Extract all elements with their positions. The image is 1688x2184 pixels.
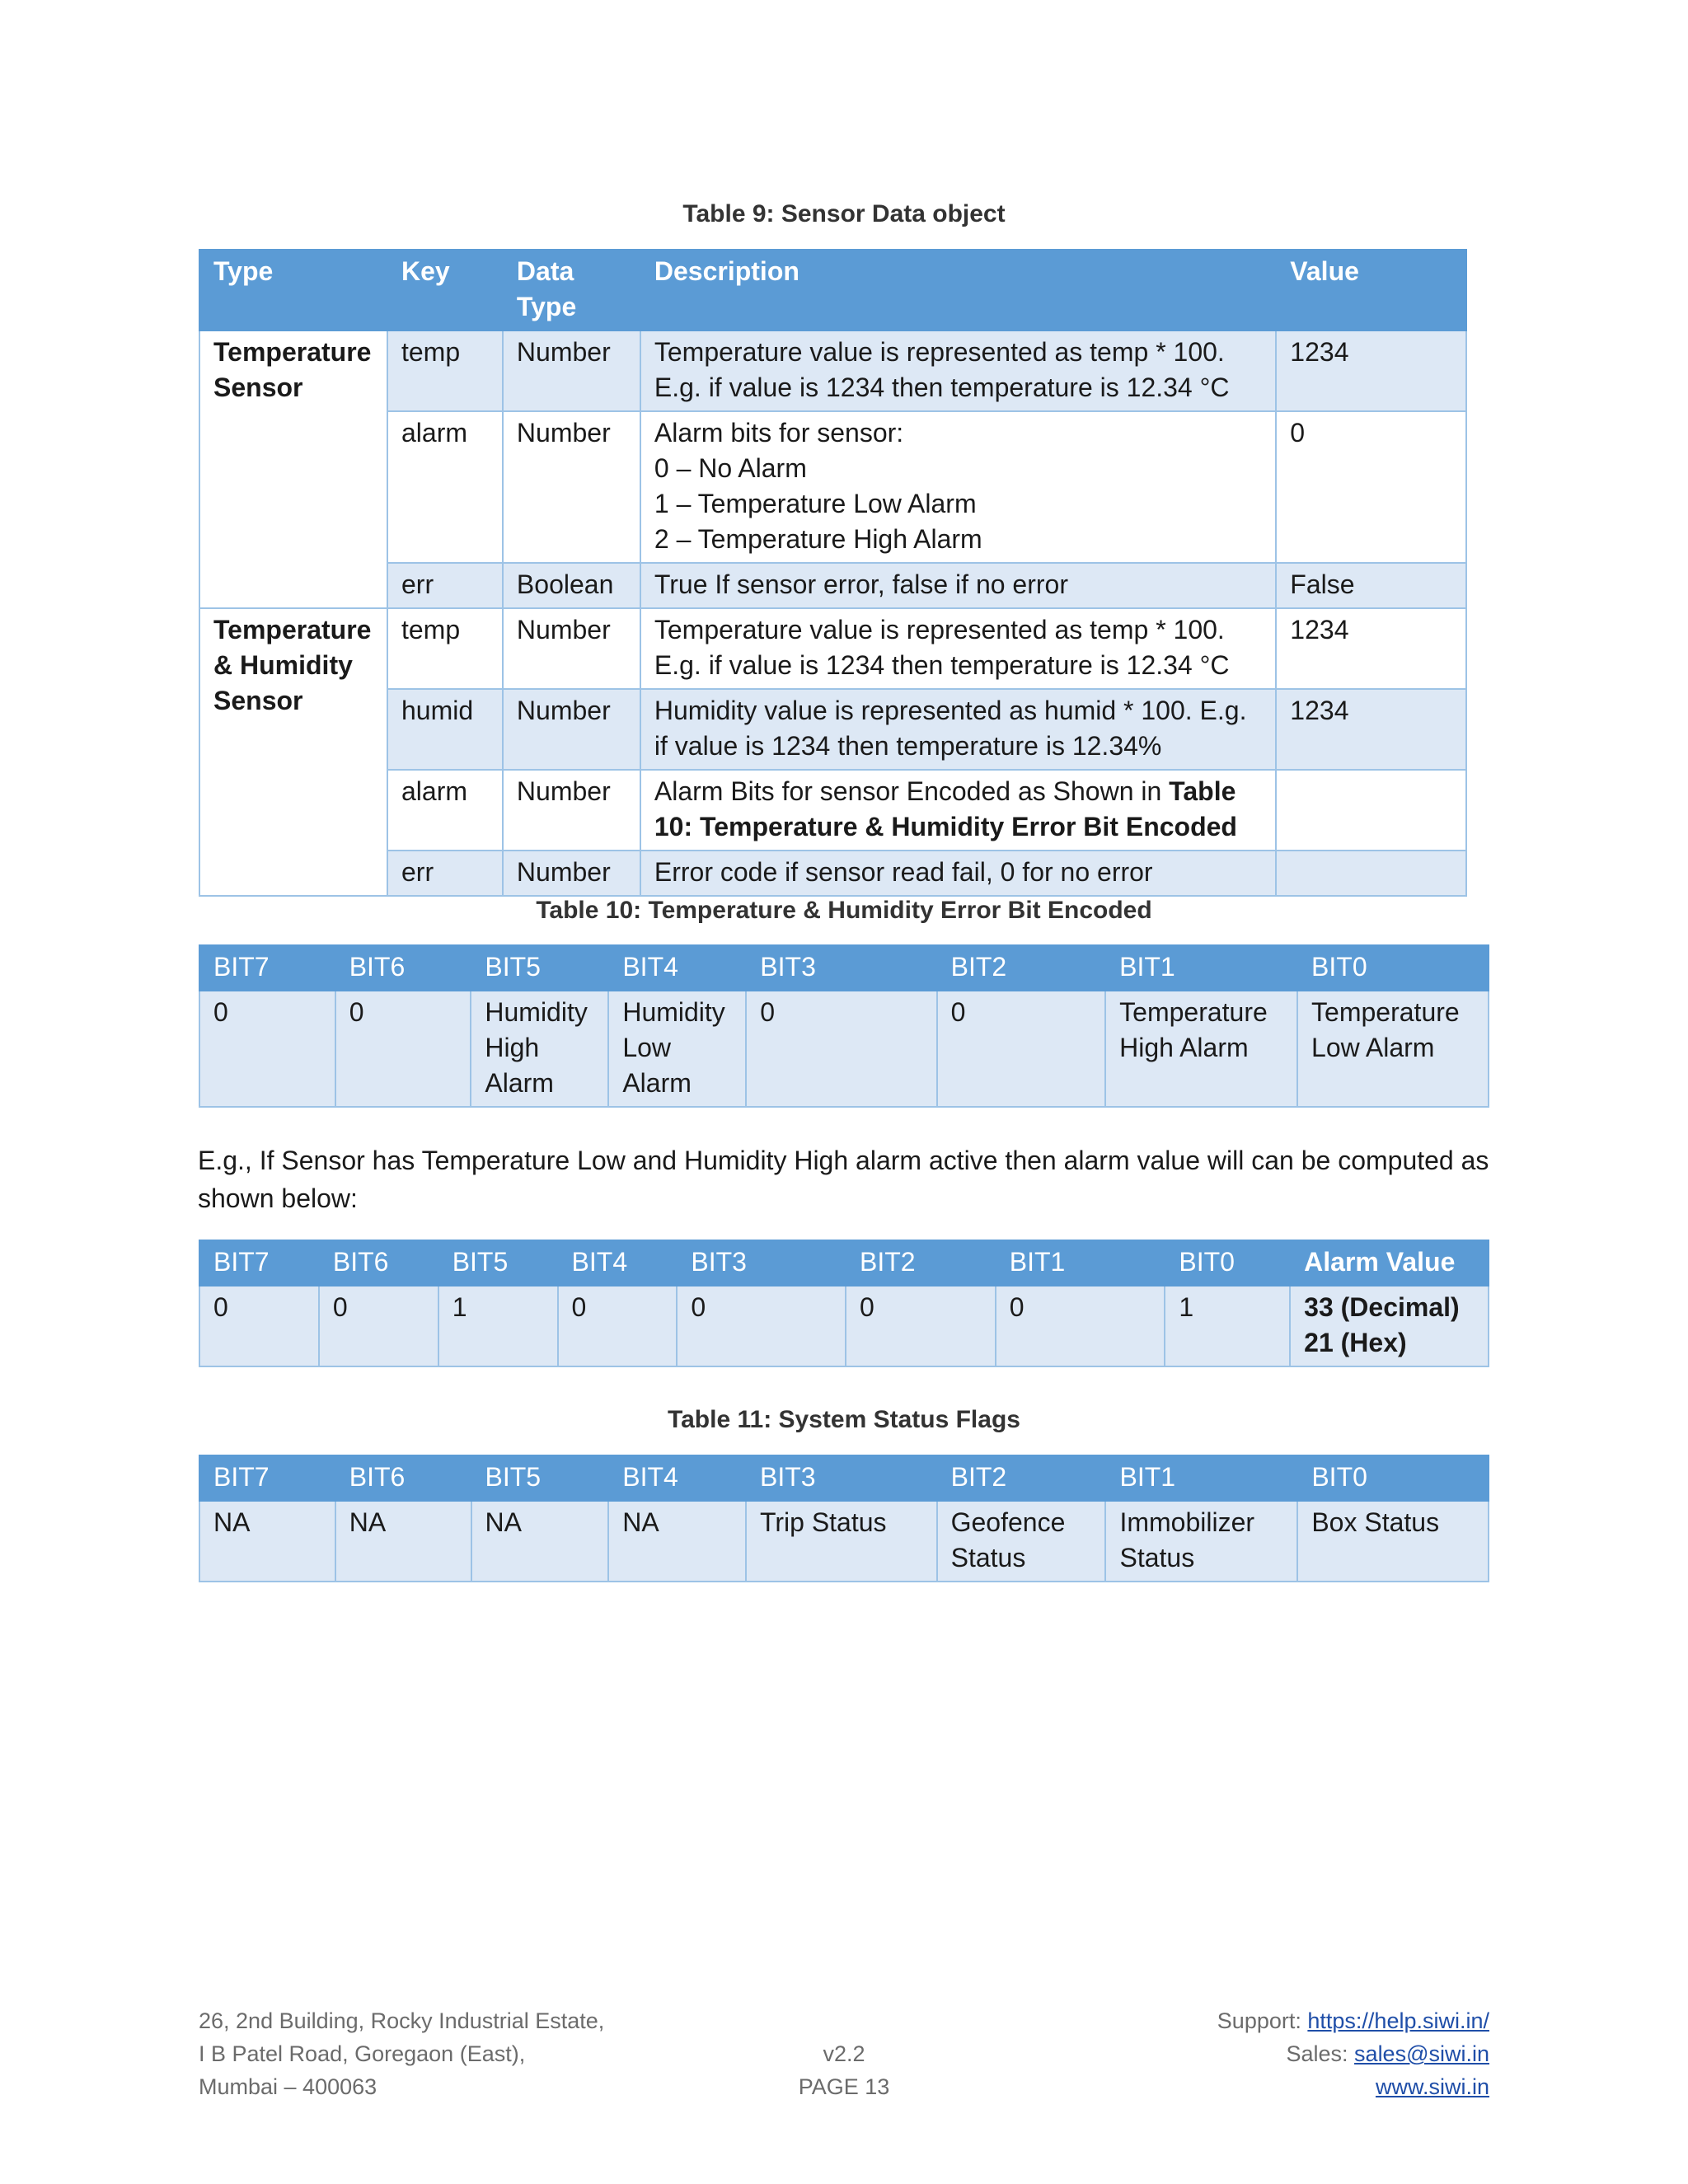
footer-address: 26, 2nd Building, Rocky Industrial Estate, I B Patel Road, Goregaon (East), Mumbai – 400063 [199,2008,605,2099]
bit1-cell: 0 [996,1286,1165,1366]
footer-contact [1217,2004,1489,2103]
bit2-header: BIT2 [846,1240,996,1286]
bit5-header: BIT5 [438,1240,558,1286]
value-cell: 0 [1276,411,1466,563]
table-row [199,608,1466,689]
bit1-header: BIT1 [1105,1455,1297,1501]
bit2-cell: 0 [937,991,1106,1107]
table-row [199,563,1466,608]
bit6-cell: 0 [319,1286,438,1366]
bit7-header: BIT7 [199,945,335,991]
table-row [199,851,1466,896]
error-bit-table [199,944,1489,1108]
bit3-header: BIT3 [746,1455,937,1501]
support-link[interactable]: https://help.siwi.in/ [1307,2008,1489,2033]
value-cell: False [1276,563,1466,608]
bit4-header: BIT4 [608,945,746,991]
table-reference: Table [1169,776,1236,806]
table9-header-data-type: Data Type [503,250,640,330]
bit0-cell: Box Status [1297,1501,1489,1582]
bit6-header: BIT6 [335,945,471,991]
bit7-header: BIT7 [199,1455,335,1501]
description-cell: Temperature value is represented as temp * 100. E.g. if value is 1234 then temperature is 12.34 °C [640,330,1276,411]
bit7-header: BIT7 [199,1240,319,1286]
table11-caption: Table 11: System Status Flags [668,1406,1020,1433]
table9-header-type: Type [199,250,387,330]
bit4-cell: Humidity Low Alarm [608,991,746,1107]
value-cell [1276,851,1466,896]
data-type-cell: Number [503,330,640,411]
bit2-cell: Geofence Status [937,1501,1106,1582]
table-row [199,330,1466,411]
table10-caption: Table 10: Temperature & Humidity Error Bit Encoded [536,897,1152,924]
bit3-header: BIT3 [677,1240,846,1286]
bit1-cell: Temperature High Alarm [1105,991,1297,1107]
bit6-cell: 0 [335,991,471,1107]
key-cell: alarm [387,770,503,851]
value-cell: 1234 [1276,330,1466,411]
bit5-cell: 1 [438,1286,558,1366]
bit7-cell: 0 [199,1286,319,1366]
alarm-value-header: Alarm Value [1290,1240,1489,1286]
bit1-cell: Immobilizer Status [1105,1501,1297,1582]
system-status-flags-table [199,1455,1489,1582]
data-type-cell: Boolean [503,563,640,608]
table-row [199,689,1466,770]
table-row [199,770,1466,851]
data-type-cell: Number [503,689,640,770]
description-cell: Error code if sensor read fail, 0 for no error [640,851,1276,896]
data-type-cell: Number [503,411,640,563]
description-cell: Humidity value is represented as humid * 100. E.g. if value is 1234 then temperature is 12.34% [640,689,1276,770]
example-header-row [199,1240,1489,1286]
table-row [199,411,1466,563]
bit6-cell: NA [335,1501,471,1582]
bit5-cell: Humidity High Alarm [471,991,608,1107]
table9-header-row [199,250,1466,330]
description-cell: Temperature value is represented as temp * 100. E.g. if value is 1234 then temperature is 12.34 °C [640,608,1276,689]
data-type-cell: Number [503,608,640,689]
version-label: v2.2 [823,2041,865,2066]
description-cell: True If sensor error, false if no error [640,563,1276,608]
description-cell: Alarm bits for sensor: 0 – No Alarm 1 – Temperature Low Alarm 2 – Temperature High Alarm [640,411,1276,563]
bit3-cell: 0 [677,1286,846,1366]
bit3-cell: 0 [746,991,936,1107]
table-row [199,1501,1489,1582]
bit5-header: BIT5 [471,1455,609,1501]
page-number: PAGE 13 [798,2074,890,2099]
footer-page-info [720,2004,968,2103]
support-label: Support: [1217,2008,1301,2033]
bit2-header: BIT2 [937,1455,1106,1501]
key-cell: err [387,851,503,896]
table9-header-description: Description [640,250,1276,330]
bit3-header: BIT3 [746,945,936,991]
key-cell: err [387,563,503,608]
table-reference: 10: Temperature & Humidity Error Bit Encoded [654,812,1237,841]
description-text: Alarm Bits for sensor Encoded as Shown in [654,776,1162,806]
value-cell [1276,770,1466,851]
bit4-header: BIT4 [558,1240,678,1286]
data-type-cell: Number [503,851,640,896]
key-cell: humid [387,689,503,770]
bit0-cell: 1 [1165,1286,1290,1366]
table9-header-key: Key [387,250,503,330]
bit3-cell: Trip Status [746,1501,937,1582]
bit4-cell: NA [608,1501,746,1582]
bit2-header: BIT2 [937,945,1106,991]
table10-header-row [199,945,1489,991]
bit4-cell: 0 [558,1286,678,1366]
bit5-cell: NA [471,1501,609,1582]
type-cell-temperature-humidity-sensor: Temperature & Humidity Sensor [199,608,387,896]
key-cell: alarm [387,411,503,563]
alarm-value-cell: 33 (Decimal) 21 (Hex) [1290,1286,1489,1366]
type-cell-temperature-sensor: Temperature Sensor [199,330,387,608]
bit4-header: BIT4 [608,1455,746,1501]
bit0-header: BIT0 [1297,1455,1489,1501]
bit7-cell: 0 [199,991,335,1107]
bit0-cell: Temperature Low Alarm [1297,991,1489,1107]
bit7-cell: NA [199,1501,335,1582]
bit0-header: BIT0 [1165,1240,1290,1286]
alarm-value-example-table [199,1240,1489,1367]
bit1-header: BIT1 [996,1240,1165,1286]
bit0-header: BIT0 [1297,945,1489,991]
bit2-cell: 0 [846,1286,996,1366]
table-row [199,991,1489,1107]
sales-email-link[interactable]: sales@siwi.in [1354,2041,1489,2066]
value-cell: 1234 [1276,608,1466,689]
table9-header-value: Value [1276,250,1466,330]
table-row [199,1286,1489,1366]
description-cell [640,770,1276,851]
example-paragraph: E.g., If Sensor has Temperature Low and Humidity High alarm active then alarm value will can be computed as shown below: [198,1146,1489,1213]
value-cell: 1234 [1276,689,1466,770]
sensor-data-table [199,249,1467,897]
website-link[interactable]: www.siwi.in [1375,2074,1489,2099]
table9-caption: Table 9: Sensor Data object [682,200,1006,227]
bit6-header: BIT6 [335,1455,471,1501]
bit6-header: BIT6 [319,1240,438,1286]
key-cell: temp [387,330,503,411]
data-type-cell: Number [503,770,640,851]
key-cell: temp [387,608,503,689]
bit1-header: BIT1 [1105,945,1297,991]
table11-header-row [199,1455,1489,1501]
sales-label: Sales: [1286,2041,1348,2066]
bit5-header: BIT5 [471,945,608,991]
